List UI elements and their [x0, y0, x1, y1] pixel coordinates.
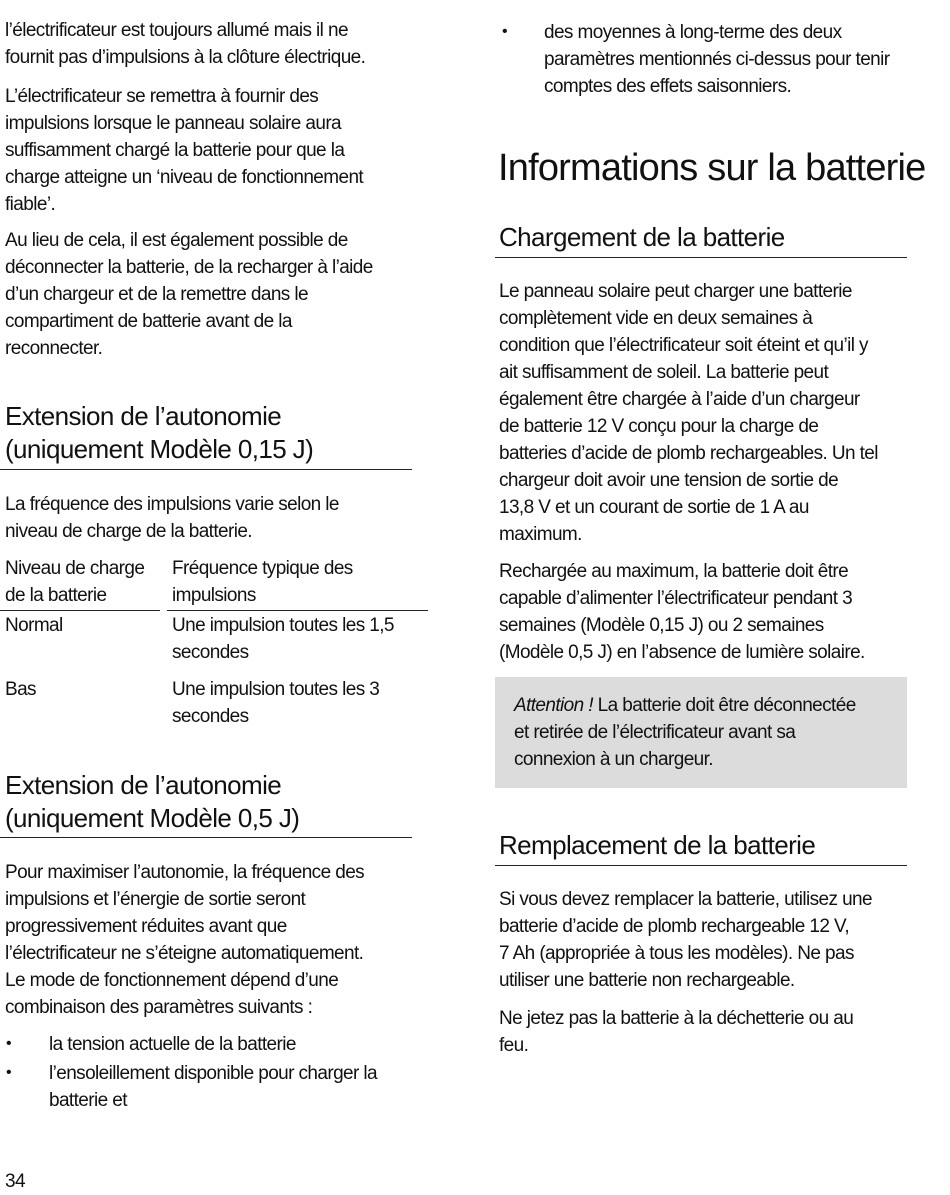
- section-heading-charging: Chargement de la batterie: [499, 222, 785, 252]
- attention-text: La batterie doit être déconnectée et retirée de l’électrificateur avant sa connexion à un chargeur.: [514, 695, 856, 770]
- list-item: des moyennes à long-terme des deux paramètres mentionnés ci-dessus pour tenir comptes des effets saisonniers.: [544, 22, 890, 97]
- table-header-cell: Fréquence typique des impulsions: [172, 558, 353, 606]
- paragraph: Au lieu de cela, il est également possible de déconnecter la batterie, de la recharger à l’aide d’un chargeur et de la remettre dans le compartiment de batterie avant de la reconnecter.: [5, 230, 373, 359]
- section-heading-extension-015: Extension de l’autonomie (uniquement Modèle 0,15 J): [5, 401, 314, 464]
- chapter-title: Informations sur la batterie: [498, 147, 926, 189]
- bullet-icon: •: [6, 1035, 12, 1052]
- table-header-cell: Niveau de charge de la batterie: [5, 558, 145, 606]
- paragraph: Pour maximiser l’autonomie, la fréquence des impulsions et l’énergie de sortie seront progressivement réduites avant que l’électrificateur ne s’éteigne automatiquement. Le mode de fonctionnement dépend d’une combinaison des paramètres suivants :: [5, 862, 365, 1018]
- paragraph: La fréquence des impulsions varie selon le niveau de charge de la batterie.: [5, 494, 339, 542]
- paragraph: l’électrificateur est toujours allumé mais il ne fournit pas d’impulsions à la clôture électrique.: [5, 20, 366, 68]
- paragraph: Ne jetez pas la batterie à la déchetterie ou au feu.: [499, 1008, 854, 1056]
- list-item: l’ensoleillement disponible pour charger la batterie et: [49, 1063, 378, 1111]
- list-item: la tension actuelle de la batterie: [49, 1034, 296, 1055]
- paragraph: Si vous devez remplacer la batterie, utilisez une batterie d’acide de plomb rechargeable 12 V, 7 Ah (appropriée à tous les modèles). Ne pas utiliser une batterie non rechargeable.: [499, 889, 872, 991]
- section-heading-replacement: Remplacement de la batterie: [499, 830, 816, 860]
- paragraph: L’électrificateur se remettra à fournir des impulsions lorsque le panneau solaire aura suffisamment chargé la batterie pour que la charge atteigne un ‘niveau de fonctionnement fiable’.: [5, 86, 364, 215]
- bullet-icon: •: [6, 1064, 12, 1081]
- table-cell: Une impulsion toutes les 1,5 secondes: [172, 615, 394, 663]
- heading-rule: [0, 469, 412, 470]
- attention-label: Attention !: [514, 695, 593, 716]
- attention-note: [495, 677, 907, 788]
- page-number: 34: [5, 1171, 25, 1192]
- table-header-rule: [167, 610, 428, 611]
- table-cell: Bas: [5, 679, 36, 700]
- table-cell: Une impulsion toutes les 3 secondes: [172, 679, 380, 727]
- paragraph: Rechargée au maximum, la batterie doit être capable d’alimenter l’électrificateur pendant 3 semaines (Modèle 0,15 J) ou 2 semaines (Modèle 0,5 J) en l’absence de lumière solaire.: [499, 561, 865, 663]
- bullet-icon: •: [502, 23, 508, 40]
- paragraph: Le panneau solaire peut charger une batterie complètement vide en deux semaines à condition que l’électrificateur soit éteint et qu’il y ait suffisamment de soleil. La batterie peut également être chargée à l’aide d’un chargeur de batterie 12 V conçu pour la charge de batteries d’acide de plomb rechargeables. Un tel chargeur doit avoir une tension de sortie de 13,8 V et un courant de sortie de 1 A au maximum.: [499, 281, 878, 545]
- section-heading-extension-05: Extension de l’autonomie (uniquement Modèle 0,5 J): [5, 770, 300, 833]
- heading-rule: [495, 865, 907, 866]
- table-cell: Normal: [5, 615, 63, 636]
- table-header-rule: [0, 610, 160, 611]
- heading-rule: [495, 257, 907, 258]
- heading-rule: [0, 837, 412, 838]
